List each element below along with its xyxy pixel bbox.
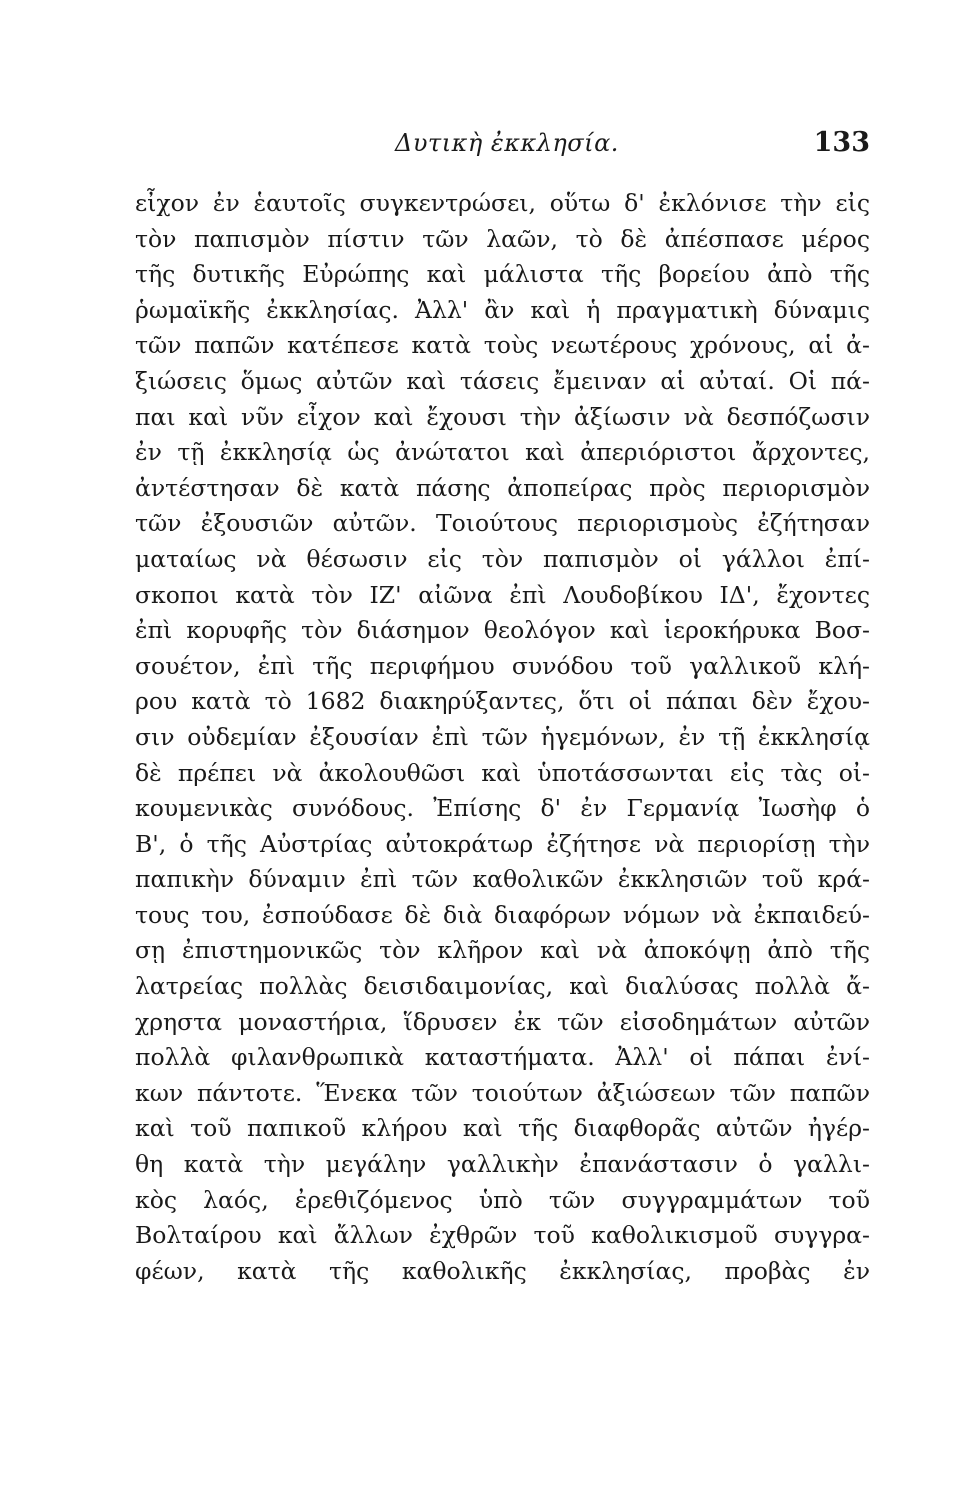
text-line: σκοποι κατὰ τὸν ΙΖ' αἰῶνα ἐπὶ Λουδοβίκου ΙΔ', ἔχοντες bbox=[135, 580, 870, 609]
text-line: παι καὶ νῦν εἶχον καὶ ἔχουσι τὴν ἀξίωσιν νὰ δεσπόζωσιν bbox=[135, 402, 870, 431]
text-line: ξιώσεις ὅμως αὐτῶν καὶ τάσεις ἔμειναν αἱ αὐταί. Οἱ πά- bbox=[135, 366, 870, 395]
page-header bbox=[135, 128, 870, 168]
text-line: Βολταίρου καὶ ἄλλων ἐχθρῶν τοῦ καθολικισμοῦ συγγρα- bbox=[135, 1221, 870, 1250]
text-line: λατρείας πολλὰς δεισιδαιμονίας, καὶ διαλύσας πολλὰ ἄ- bbox=[135, 972, 870, 1001]
text-line: θη κατὰ τὴν μεγάλην γαλλικὴν ἐπανάστασιν ὁ γαλλι- bbox=[135, 1150, 870, 1179]
text-line: τῶν ἐξουσιῶν αὐτῶν. Τοιούτους περιορισμοὺς ἐζήτησαν bbox=[135, 509, 870, 538]
text-line: ματαίως νὰ θέσωσιν εἰς τὸν παπισμὸν οἱ γάλλοι ἐπί- bbox=[135, 544, 870, 573]
text-line: ἐν τῇ ἐκκλησίᾳ ὡς ἀνώτατοι καὶ ἀπεριόριστοι ἄρχοντες, bbox=[135, 438, 870, 467]
text-line: χρηστα μοναστήρια, ἵδρυσεν ἐκ τῶν εἰσοδημάτων αὐτῶν bbox=[135, 1007, 870, 1036]
text-line: σῃ ἐπιστημονικῶς τὸν κλῆρον καὶ νὰ ἀποκόψῃ ἀπὸ τῆς bbox=[135, 936, 870, 965]
text-line: τὸν παπισμὸν πίστιν τῶν λαῶν, τὸ δὲ ἀπέσπασε μέρος bbox=[135, 224, 870, 253]
text-line: φέων, κατὰ τῆς καθολικῆς ἐκκλησίας, προβὰς ἐν bbox=[135, 1256, 870, 1285]
running-title: Δυτικὴ ἐκκλησία. bbox=[395, 129, 619, 157]
text-line: τῆς δυτικῆς Εὐρώπης καὶ μάλιστα τῆς βορείου ἀπὸ τῆς bbox=[135, 260, 870, 289]
text-line: ἐπὶ κορυφῆς τὸν διάσημον θεολόγον καὶ ἱεροκήρυκα Βοσ- bbox=[135, 616, 870, 645]
text-line: κουμενικὰς συνόδους. Ἐπίσης δ' ἐν Γερμανίᾳ Ἰωσὴφ ὁ bbox=[135, 794, 870, 823]
text-line: Β', ὁ τῆς Αὐστρίας αὐτοκράτωρ ἐζήτησε νὰ περιορίσῃ τὴν bbox=[135, 829, 870, 858]
text-line: ῥωμαϊκῆς ἐκκλησίας. Ἀλλ' ἂν καὶ ἡ πραγματικὴ δύναμις bbox=[135, 295, 870, 324]
text-line: κων πάντοτε. Ἕνεκα τῶν τοιούτων ἀξιώσεων τῶν παπῶν bbox=[135, 1078, 870, 1107]
text-line: σιν οὐδεμίαν ἐξουσίαν ἐπὶ τῶν ἡγεμόνων, ἐν τῇ ἐκκλησίᾳ bbox=[135, 722, 870, 751]
text-line: κὸς λαός, ἐρεθιζόμενος ὑπὸ τῶν συγγραμμάτων τοῦ bbox=[135, 1185, 870, 1214]
text-line: καὶ τοῦ παπικοῦ κλήρου καὶ τῆς διαφθορᾶς αὐτῶν ἠγέρ- bbox=[135, 1114, 870, 1143]
text-line: τους του, ἐσπούδασε δὲ διὰ διαφόρων νόμων νὰ ἐκπαιδεύ- bbox=[135, 900, 870, 929]
text-line: δὲ πρέπει νὰ ἀκολουθῶσι καὶ ὑποτάσσωνται εἰς τὰς οἰ- bbox=[135, 758, 870, 787]
text-line: σουέτον, ἐπὶ τῆς περιφήμου συνόδου τοῦ γαλλικοῦ κλή- bbox=[135, 651, 870, 680]
text-line: εἶχον ἐν ἑαυτοῖς συγκεντρώσει, οὕτω δ' ἐκλόνισε τὴν εἰς bbox=[135, 189, 870, 217]
text-line: τῶν παπῶν κατέπεσε κατὰ τοὺς νεωτέρους χρόνους, αἱ ἀ- bbox=[135, 331, 870, 360]
body-text bbox=[135, 186, 870, 1289]
page-number: 133 bbox=[813, 127, 870, 158]
text-line: παπικὴν δύναμιν ἐπὶ τῶν καθολικῶν ἐκκλησιῶν τοῦ κρά- bbox=[135, 865, 870, 894]
text-line: πολλὰ φιλανθρωπικὰ καταστήματα. Ἀλλ' οἱ πάπαι ἐνί- bbox=[135, 1043, 870, 1072]
text-line: ρου κατὰ τὸ 1682 διακηρύξαντες, ὅτι οἱ πάπαι δὲν ἔχου- bbox=[135, 687, 870, 716]
text-line: ἀντέστησαν δὲ κατὰ πάσης ἀποπείρας πρὸς περιορισμὸν bbox=[135, 473, 870, 502]
